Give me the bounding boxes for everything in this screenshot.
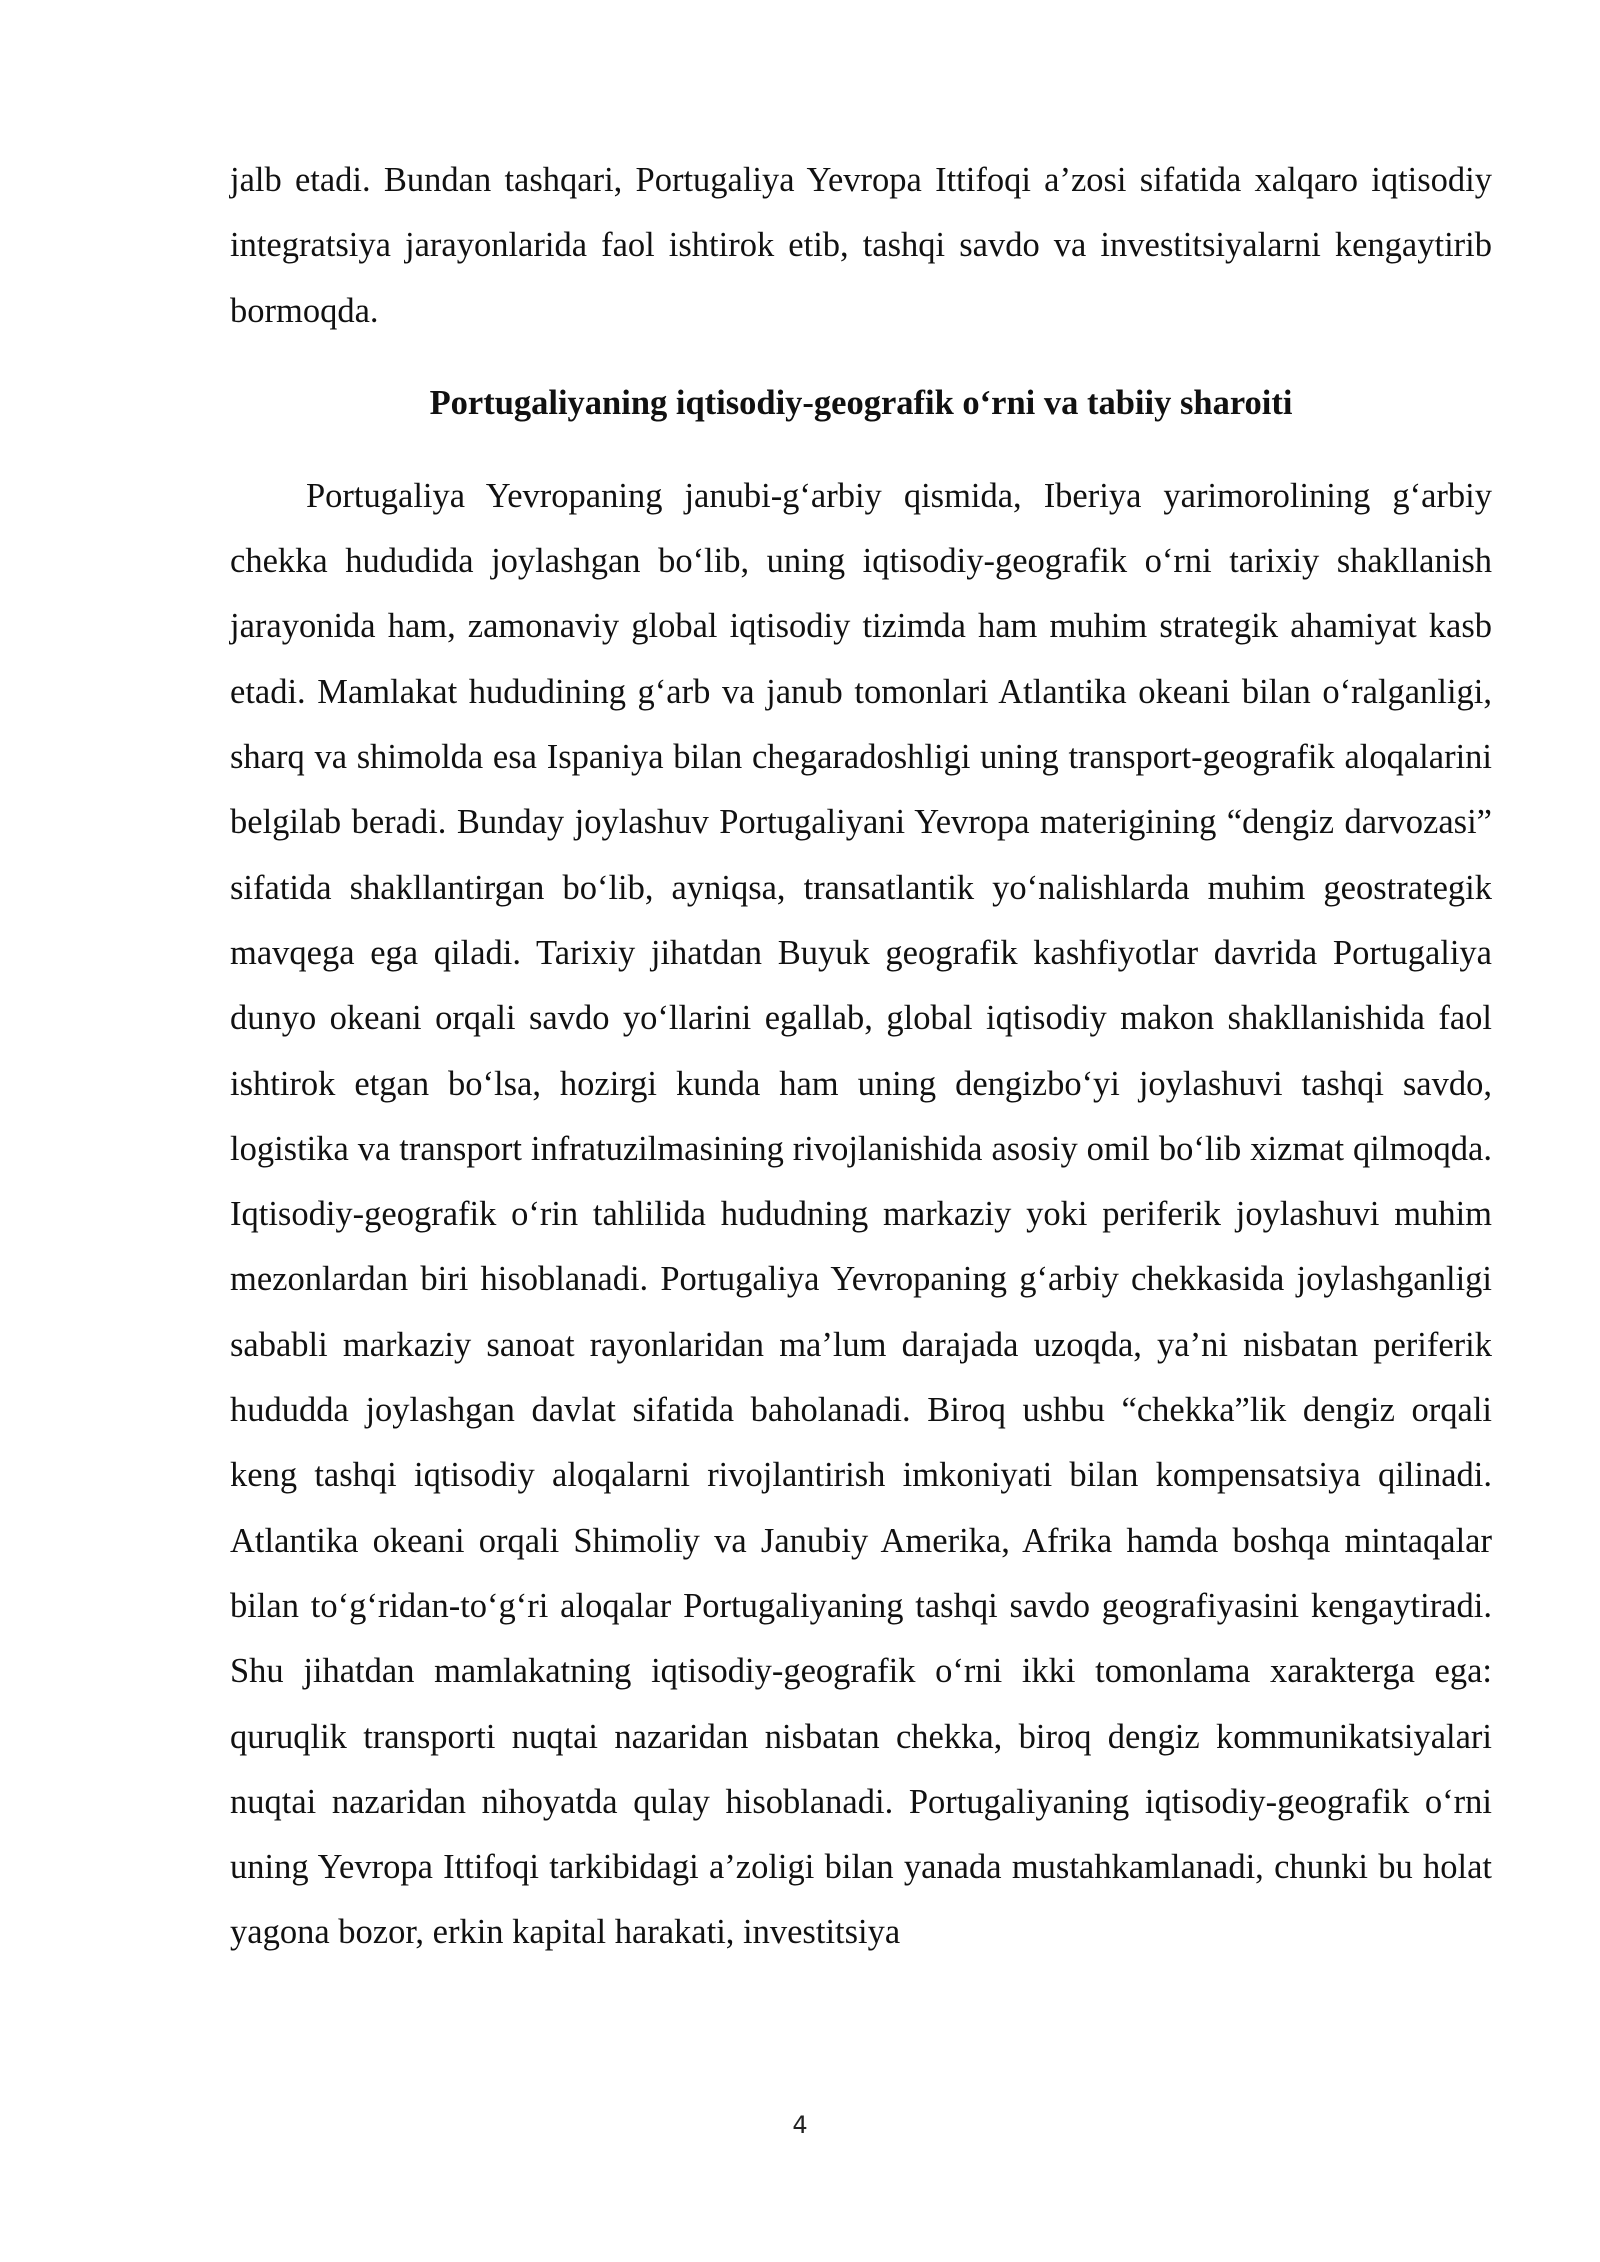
main-paragraph: Portugaliya Yevropaning janubi-g‘arbiy qismida, Iberiya yarimorolining g‘arbiy chekka hududida joylashgan bo‘lib, uning iqtisodiy-geografik o‘rni tarixiy shakllanish jarayonida ham, zamonaviy global iqtisodiy tizimda ham muhim strategik ahamiyat kasb etadi. Mamlakat hududining g‘arb va janub tomonlari Atlantika okeani bilan o‘ralganligi, sharq va shimolda esa Ispaniya bilan chegaradoshligi uning transport-geografik aloqalarini belgilab beradi. Bunday joylashuv Portugaliyani Yevropa materigining “dengiz darvozasi” sifatida shakllantirgan bo‘lib, ayniqsa, transatlantik yo‘nalishlarda muhim geostrategik mavqega ega qiladi. Tarixiy jihatdan Buyuk geografik kashfiyotlar davrida Portugaliya dunyo okeani orqali savdo yo‘llarini egallab, global iqtisodiy makon shakllanishida faol ishtirok etgan bo‘lsa, hozirgi kunda ham uning dengizbo‘yi joylashuvi tashqi savdo, logistika va transport infratuzilmasining rivojlanishida asosiy omil bo‘lib xizmat qilmoqda. Iqtisodiy-geografik o‘rin tahlilida hududning markaziy yoki periferik joylashuvi muhim mezonlardan biri hisoblanadi. Portugaliya Yevropaning g‘arbiy chekkasida joylashganligi sababli markaziy sanoat rayonlaridan ma’lum darajada uzoqda, ya’ni nisbatan periferik hududda joylashgan davlat sifatida baholanadi. Biroq ushbu “chekka”lik dengiz orqali keng tashqi iqtisodiy aloqalarni rivojlantirish imkoniyati bilan kompensatsiya qilinadi. Atlantika okeani orqali Shimoliy va Janubiy Amerika, Afrika hamda boshqa mintaqalar bilan to‘g‘ridan-to‘g‘ri aloqalar Portugaliyaning tashqi savdo geografiyasini kengaytiradi. Shu jihatdan mamlakatning iqtisodiy-geografik o‘rni ikki tomonlama xarakterga ega: quruqlik transporti nuqtai nazaridan nisbatan chekka, biroq dengiz kommunikatsiyalari nuqtai nazaridan nihoyatda qulay hisoblanadi. Portugaliyaning iqtisodiy-geografik o‘rni uning Yevropa Ittifoqi tarkibidagi a’zoligi bilan yanada mustahkamlanadi, chunki bu holat yagona bozor, erkin kapital harakati, investitsiya — [230, 476, 1492, 1952]
continued-paragraph: jalb etadi. Bundan tashqari, Portugaliya Yevropa Ittifoqi a’zosi sifatida xalqaro iqtisodiy integratsiya jarayonlarida faol ishtirok etib, tashqi savdo va investitsiyalarni kengaytirib bormoqda. — [230, 161, 1492, 330]
section-heading: Portugaliyaning iqtisodiy-geografik o‘rni va tabiiy sharoiti — [429, 383, 1293, 422]
document-body — [230, 148, 1492, 1966]
page-number: 4 — [792, 2111, 808, 2139]
